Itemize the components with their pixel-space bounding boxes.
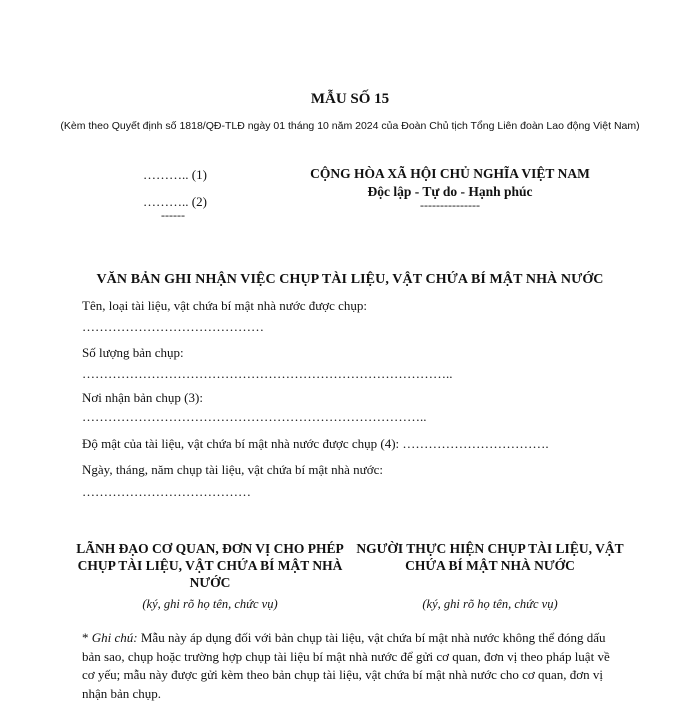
field-label-document-name: Tên, loại tài liệu, vật chứa bí mật nhà nước được chụp: [82,298,368,313]
field-label-recipient: Nơi nhận bản chụp (3): [82,390,203,405]
agency-field-2: ……….. (2) [143,194,207,209]
motto-underline: --------------- [420,198,480,212]
footnote [82,629,622,703]
signature-title-operator: NGƯỜI THỰC HIỆN CHỤP TÀI LIỆU, VẬT CHỨA BÍ MẬT NHÀ NƯỚC [356,541,624,573]
agency-separator: ------ [161,208,185,222]
field-label-copy-date: Ngày, tháng, năm chụp tài liệu, vật chứa bí mật nhà nước: [82,462,383,477]
field-dots-copy-date: ………………………………… [82,484,251,499]
footnote-label: Ghi chú: [91,630,138,645]
attachment-note: (Kèm theo Quyết định số 1818/QĐ-TLĐ ngày 01 tháng 10 năm 2024 của Đoàn Chủ tịch Tổng Liên đoàn Lao động Việt Nam) [60,120,640,132]
field-dots-document-name: …………………………………… [82,319,264,334]
field-label-secrecy-level: Độ mật của tài liệu, vật chứa bí mật nhà nước được chụp (4): ……………………………. [82,436,549,451]
field-label-copy-count: Số lượng bản chụp: [82,345,184,360]
national-title: CỘNG HÒA XÃ HỘI CHỦ NGHĨA VIỆT NAM [310,166,590,181]
signature-title-leader: LÃNH ĐẠO CƠ QUAN, ĐƠN VỊ CHO PHÉP CHỤP TÀI LIỆU, VẬT CHỨA BÍ MẬT NHÀ NƯỚC [76,541,344,590]
signature-note-leader: (ký, ghi rõ họ tên, chức vụ) [142,597,278,611]
footnote-text: Mẫu này áp dụng đối với bản chụp tài liệu, vật chứa bí mật nhà nước không thể đóng dấu bản sao, chụp hoặc trường hợp chụp tài liệu bí mật nhà nước để gửi cơ quan, đơn vị theo pháp luật về cơ yếu; mẫu này được gửi kèm theo bản chụp tài liệu, vật chứa bí mật nhà nước cho cơ quan, đơn vị nhận bản chụp. [82,630,610,701]
field-dots-recipient: …………………………………………………………………….. [82,409,427,424]
agency-field-1: ……….. (1) [143,167,207,182]
form-number: MẪU SỐ 15 [310,91,390,107]
footnote-prefix: * [82,630,92,645]
national-motto: Độc lập - Tự do - Hạnh phúc [367,184,533,199]
field-dots-copy-count: ………………………………………………………………………….. [82,366,453,381]
document-title: VĂN BẢN GHI NHẬN VIỆC CHỤP TÀI LIỆU, VẬT CHỨA BÍ MẬT NHÀ NƯỚC [96,272,604,287]
signature-note-operator: (ký, ghi rõ họ tên, chức vụ) [422,597,558,611]
